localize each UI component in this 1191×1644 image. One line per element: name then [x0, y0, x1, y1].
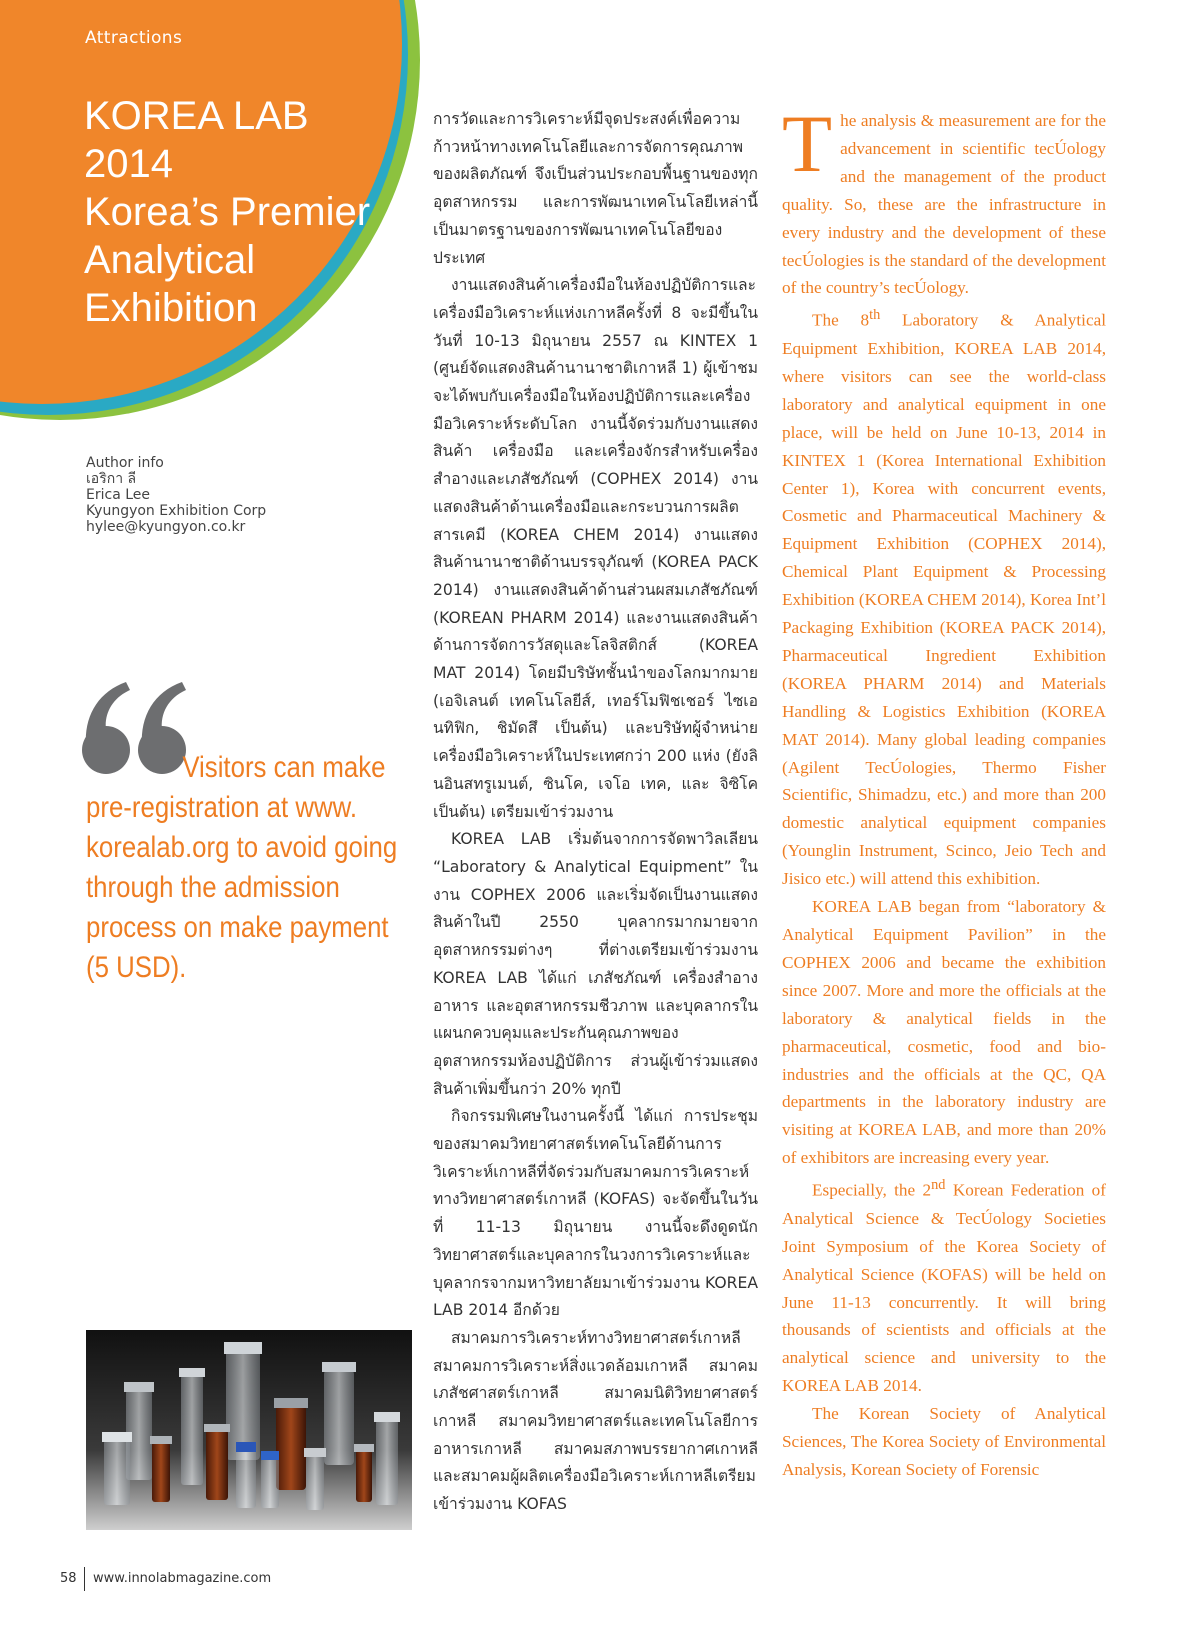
page-number: 58 — [60, 1571, 77, 1586]
thai-paragraph: KOREA LAB เริ่มต้นจากการจัดพาวิลเลียน “Laboratory & Analytical Equipment” ในงาน COPHEX 2006 และเริ่มจัดเป็นงานแสดงสินค้าในปี 2550 บุคลากรมากมายจากอุตสาหกรรมต่างๆ ที่ต่างเตรียมเข้าร่วมงาน KOREA LAB ได้แก่ เภสัชภัณฑ์ เครื่องสำอาง อาหาร และอุตสาหกรรมชีวภาพ และบุคลากรในแผนกควบคุมและประกันคุณภาพของอุตสาหกรรมห้องปฏิบัติการ ส่วนผู้เข้าร่วมแสดงสินค้าเพิ่มขึ้นกว่า 20% ทุกปี — [433, 830, 758, 1098]
thai-paragraph: กิจกรรมพิเศษในงานครั้งนี้ ได้แก่ การประชุมของสมาคมวิทยาศาสตร์เทคโนโลยีด้านการวิเคราะห์เกาหลีที่จัดร่วมกับสมาคมการวิเคราะห์ทางวิทยาศาสตร์เกาหลี (KOFAS) จะจัดขึ้นในวันที่ 11-13 มิถุนายน งานนี้จะดึงดูดนักวิทยาศาสตร์และบุคลากรในวงการวิเคราะห์และบุคลากรจากมหาวิทยาลัยมาเข้าร่วมงาน KOREA LAB 2014 อีกด้วย — [433, 1107, 758, 1320]
paragraph-text: The 8 — [812, 311, 870, 331]
thai-paragraph: สมาคมการวิเคราะห์ทางวิทยาศาสตร์เกาหลี สมาคมการวิเคราะห์สิ่งแวดล้อมเกาหลี สมาคมเภสัชศาสตร์เกาหลี สมาคมนิติวิทยาศาสตร์เกาหลี สมาคมวิทยาศาสตร์และเทคโนโลยีการอาหารเกาหลี สมาคมสภาพบรรยากาศเกาหลี และสมาคมผู้ผลิตเครื่องมือวิเคราะห์เกาหลีเตรียมเข้าร่วมงาน KOFAS — [433, 1328, 758, 1514]
quote-line: korealab.org to avoid going — [86, 831, 398, 864]
paragraph-text: he analysis & measurement are for the advancement in scientific tecÚology and the management of the product quality. So, these are the infrastructure in every industry and the development of these tecÚologies is the standard of the development of the country’s tecÚology. — [782, 111, 1106, 298]
thai-paragraph: งานแสดงสินค้าเครื่องมือในห้องปฏิบัติการและเครื่องมือวิเคราะห์แห่งเกาหลีครั้งที่ 8 จะมีขึ้นในวันที่ 10-13 มิถุนายน 2557 ณ KINTEX 1 (ศูนย์จัดแสดงสินค้านานาชาติเกาหลี 1) ผู้เข้าชมจะได้พบกับเครื่องมือในห้องปฏิบัติการและเครื่องมือวิเคราะห์ระดับโลก งานนี้จัดร่วมกับงานแสดงสินค้า เครื่องมือ และเครื่องจักรสำหรับเครื่องสำอางและเภสัชภัณฑ์ (COPHEX 2014) งานแสดงสินค้าด้านเครื่องมือและกระบวนการผลิตสารเคมี (KOREA CHEM 2014) งานแสดงสินค้านานาชาติด้านบรรจุภัณฑ์ (KOREA PACK 2014) งานแสดงสินค้าด้านส่วนผสมเภสัชภัณฑ์ (KOREAN PHARM 2014) และงานแสดงสินค้าด้านการจัดการวัสดุและโลจิสติกส์ (KOREA MAT 2014) โดยมีบริษัทชั้นนำของโลกมากมาย (เอจิเลนต์ เทคโนโลยีส์, เทอร์โมฟิชเชอร์ ไซเอนทิฟิก, ชิมัดสึ เป็นต้น) และบริษัทผู้จำหน่ายเครื่องมือวิเคราะห์ในประเทศกว่า 200 แห่ง (ยังลินอินสทรูเมนต์, ซินโค, เจโอ เทค, และ จิซิโค เป็นต้น) เตรียมเข้าร่วมงาน — [433, 276, 758, 821]
thai-article-column — [433, 106, 758, 1519]
quote-line: Visitors can make — [182, 751, 386, 784]
page-title — [84, 92, 414, 332]
english-paragraph — [782, 1172, 1106, 1400]
quote-line: through the admission — [86, 871, 340, 904]
quote-line: pre-registration at www. — [86, 791, 358, 824]
paragraph-text: Laboratory & Analytical Equipment Exhibition, KOREA LAB 2014, where visitors can see the world-class laboratory and analytical equipment in one place, will be held on June 10-13, 2014 in KINTEX 1 (Korea International Exhibition Center 1), Korea with concurrent events, Cosmetic and Pharmaceutical Machinery & Equipment Exhibition (COPHEX 2014), Chemical Plant Equipment & Processing Exhibition (KOREA CHEM 2014), Korea Int’l Packaging Exhibition (KOREA PACK 2014), Pharmaceutical Ingredient Exhibition (KOREA PHARM 2014) and Materials Handling & Logistics Exhibition (KOREA MAT 2014). Many global leading companies (Agilent TecÚologies, Thermo Fisher Scientific, Shimadzu, etc.) and more than 200 domestic analytical equipment companies (Younglin Instrument, Scinco, Jeio Tech and Jisico etc.) will attend this exhibition. — [782, 311, 1106, 889]
title-line: Exhibition — [84, 286, 258, 330]
vials-illustration — [86, 1330, 412, 1530]
author-name: Erica Lee — [86, 487, 150, 503]
english-paragraph — [782, 302, 1106, 893]
title-line: 2014 — [84, 142, 173, 186]
english-paragraph: KOREA LAB began from “laboratory & Analytical Equipment Pavilion” in the COPHEX 2006 and became the exhibition since 2007. More and more the officials at the laboratory & analytical fields in the pharmaceutical, cosmetic, food and bio-industries and the officials at the QC, QA departments in the laboratory industry are visiting at KOREA LAB, and more than 20% of exhibitors are increasing every year. — [782, 897, 1106, 1168]
thai-paragraph: การวัดและการวิเคราะห์มีจุดประสงค์เพื่อความก้าวหน้าทางเทคโนโลยีและการจัดการคุณภาพของผลิตภัณฑ์ จึงเป็นส่วนประกอบพื้นฐานของทุกอุตสาหกรรม และการพัฒนาเทคโนโลยีเหล่านี้เป็นมาตรฐานของการพัฒนาเทคโนโลยีของประเทศ — [433, 110, 758, 267]
ordinal-suffix: th — [869, 307, 881, 324]
title-line: Analytical — [84, 238, 256, 282]
author-company: Kyungyon Exhibition Corp — [86, 503, 267, 519]
pull-quote — [86, 748, 398, 988]
title-line: Korea’s Premier — [84, 190, 371, 234]
paragraph-text: Korean Federation of Analytical Science & TecÚology Societies Joint Symposium of the Korea Society of Analytical Science (KOFAS) will be held on June 11-13 concurrently. It will bring thousands of scientists and officials at the analytical science and university to the KOREA LAB 2014. — [782, 1180, 1106, 1396]
quote-line: (5 USD). — [86, 951, 187, 984]
english-paragraph — [782, 98, 1106, 302]
ordinal-suffix: nd — [931, 1177, 946, 1194]
title-line: KOREA LAB — [84, 94, 309, 138]
quote-line: process on make payment — [86, 911, 389, 944]
footer-divider — [84, 1567, 85, 1591]
english-paragraph: The Korean Society of Analytical Sciences, The Korea Society of Environmental Analysis, Korean Society of Forensic — [782, 1404, 1106, 1479]
author-label: Author info — [86, 455, 164, 471]
author-email: hylee@kyungyon.co.kr — [86, 519, 246, 535]
drop-cap: T — [782, 98, 833, 189]
paragraph-text: Especially, the 2 — [812, 1180, 932, 1200]
author-name-thai: เอริกา ลี — [86, 471, 137, 487]
footer-url: www.innolabmagazine.com — [93, 1571, 272, 1586]
section-label: Attractions — [85, 28, 183, 48]
english-article-column — [782, 98, 1106, 1484]
author-info — [86, 455, 266, 535]
lab-glass-vials-photo — [86, 1330, 412, 1530]
